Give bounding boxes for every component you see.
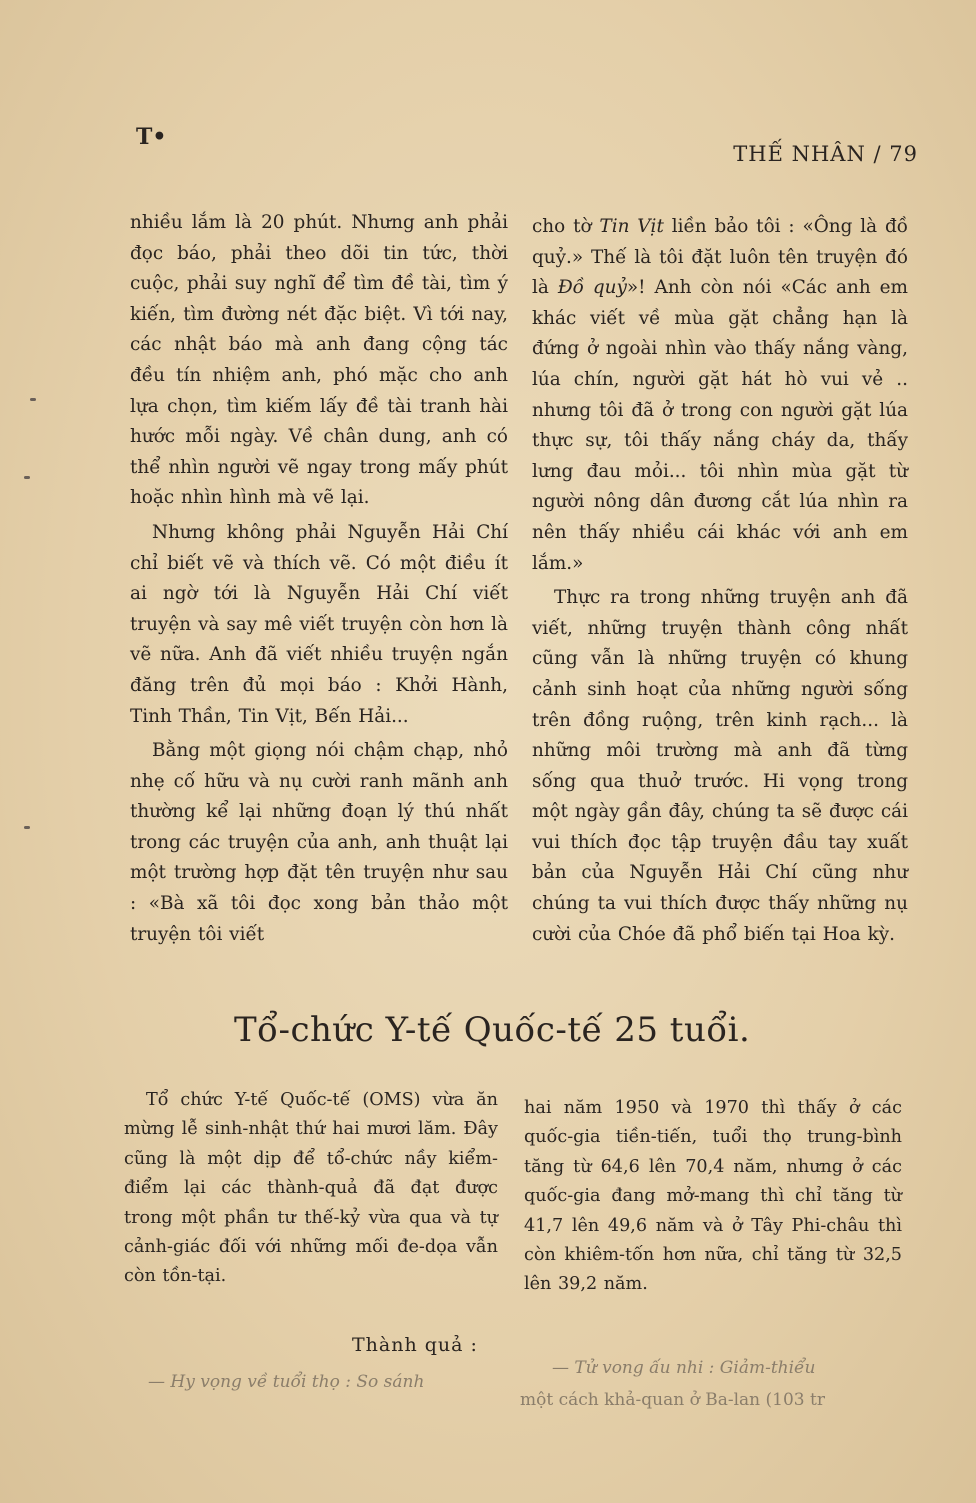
page-speck	[24, 476, 30, 479]
article2-paragraph: hai năm 1950 và 1970 thì thấy ở các quốc-gia tiền-tiến, tuổi thọ trung-bình tăng từ 64,6 lên 70,4 năm, nhưng ở các quốc-gia đang mở-mang thì chỉ tăng từ 41,7 lên 49,6 năm và ở Tây Phi-châu thì còn khiêm-tốn hơn nữa, chỉ tăng từ 32,5 lên 39,2 năm.	[524, 1098, 902, 1295]
page-speck	[24, 826, 30, 829]
article1-left-column	[130, 208, 508, 954]
page-signature-mark: T•	[136, 124, 167, 150]
article2-subhead: Thành quả :	[352, 1334, 478, 1356]
text-run: »! Anh còn nói «Các anh em khác viết về mùa gặt chẳng hạn là đứng ở ngoài nhìn vào thấy nắng vàng, lúa chín, người gặt hát hò vui vẻ .. nhưng tôi đã ở trong con người gặt lúa thực sự, tôi thấy nắng cháy da, thấy lưng đau mỏi... tôi nhìn mùa gặt từ người nông dân đương cắt lúa nhìn ra nên thấy nhiều cái khác với anh em lắm.»	[532, 277, 908, 574]
text-run: cho tờ	[532, 216, 600, 237]
faint-bottom-line-left: — Hy vọng về tuổi thọ : So sánh	[148, 1372, 425, 1392]
article1-right-column	[532, 212, 908, 954]
article1-paragraph: Thực ra trong những truyện anh đã viết, những truyện thành công nhất cũng vẫn là những truyện có khung cảnh sinh hoạt của những người sống trên đồng ruộng, trên kinh rạch... là những môi trường mà anh đã từng sống qua thuở trước. Hi vọng trong một ngày gần đây, chúng ta sẽ được cái vui thích đọc tập truyện đầu tay xuất bản của Nguyễn Hải Chí cũng như chúng ta vui thích được thấy những nụ cười của Chóe đã phổ biến tại Hoa kỳ.	[532, 587, 908, 945]
article1-paragraph	[532, 212, 908, 579]
article1-paragraph: Bằng một giọng nói chậm chạp, nhỏ nhẹ cố hữu và nụ cười ranh mãnh anh thường kể lại những đoạn lý thú nhất trong các truyện của anh, anh thuật lại một trường hợp đặt tên truyện như sau : «Bà xã tôi đọc xong bản thảo một truyện tôi viết	[130, 740, 508, 945]
article1-paragraph: nhiều lắm là 20 phút. Nhưng anh phải đọc báo, phải theo dõi tin tức, thời cuộc, phải suy nghĩ để tìm đề tài, tìm ý kiến, tìm đường nét đặc biệt. Vì tới nay, các nhật báo mà anh đang cộng tác đều tín nhiệm anh, phó mặc cho anh lựa chọn, tìm kiếm lấy đề tài tranh hài hước mỗi ngày. Về chân dung, anh có thể nhìn người vẽ ngay trong mấy phút hoặc nhìn hình mà vẽ lại.	[130, 212, 508, 509]
page-speck	[30, 398, 36, 401]
running-head: THẾ NHÂN / 79	[733, 142, 918, 166]
article2-title: Tổ-chức Y-tế Quốc-tế 25 tuổi.	[234, 1010, 751, 1050]
text-run: liền bảo tôi : «Ông là đồ quỷ.» Thế là tôi đặt luôn tên truyện đó là	[532, 216, 908, 299]
article1-paragraph: Nhưng không phải Nguyễn Hải Chí chỉ biết vẽ và thích vẽ. Có một điều ít ai ngờ tới là Nguyễn Hải Chí viết truyện và say mê viết truyện còn hơn là vẽ nữa. Anh đã viết nhiều truyện ngắn đăng trên đủ mọi báo : Khởi Hành, Tinh Thần, Tin Vịt, Bến Hải...	[130, 521, 508, 727]
faint-bottom-line-right-2: một cách khả-quan ở Ba-lan (103 tr	[520, 1390, 825, 1410]
faint-bottom-line-right: — Tử vong ấu nhi : Giảm-thiểu	[552, 1358, 816, 1378]
italic-title: Tin Vịt	[599, 216, 664, 237]
article2-left-column	[124, 1086, 498, 1296]
article2-paragraph: Tổ chức Y-tế Quốc-tế (OMS) vừa ăn mừng lễ sinh-nhật thứ hai mươi lăm. Đây cũng là một dịp để tổ-chức nầy kiểm-điểm lại các thành-quả đã đạt được trong một phần tư thế-kỷ vừa qua và tự cảnh-giác đối với những mối đe-dọa vẫn còn tồn-tại.	[124, 1090, 498, 1287]
article2-right-column	[524, 1094, 902, 1304]
italic-title: Đồ quỷ	[557, 277, 627, 299]
